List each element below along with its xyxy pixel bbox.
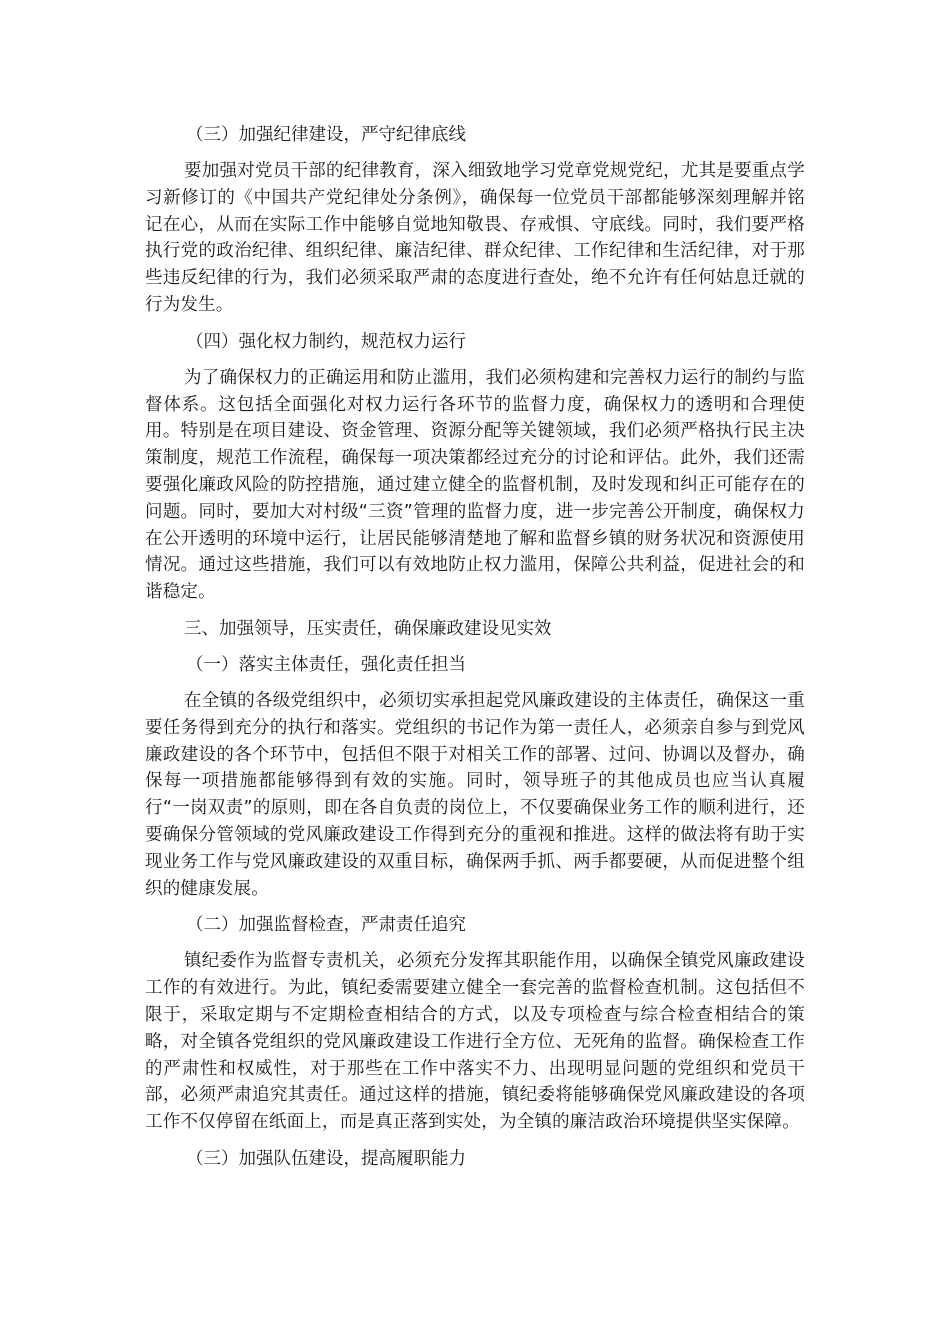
paragraph-discipline: 要加强对党员干部的纪律教育，深入细致地学习党章党规党纪，尤其是要重点学习新修订的《中国共产党纪律处分条例》，确保每一位党员干部都能够深刻理解并铭记在心，从而在实际工作中能够自觉地知敬畏、存戒惧、守底线。同时，我们要严格执行党的政治纪律、组织纪律、廉洁纪律、群众纪律、工作纪律和生活纪律，对于那些违反纪律的行为，我们必须采取严肃的态度进行查处，绝不允许有任何姑息迁就的行为发生。 — [145, 161, 805, 315]
paragraph-responsibility: 在全镇的各级党组织中，必须切实承担起党风廉政建设的主体责任，确保这一重要任务得到充分的执行和落实。党组织的书记作为第一责任人，必须亲自参与到党风廉政建设的各个环节中，包括但不限于对相关工作的部署、过问、协调以及督办，确保每一项措施都能够得到有效的实施。同时，领导班子的其他成员也应当认真履行“一岗双责”的原则，即在各自负责的岗位上，不仅要确保业务工作的顺利进行，还要确保分管领域的党风廉政建设工作得到充分的重视和推进。这样的做法将有助于实现业务工作与党风廉政建设的双重目标，确保两手抓、两手都要硬，从而促进整个组织的健康发展。 — [145, 690, 805, 899]
section-heading-responsibility: （一）落实主体责任，强化责任担当 — [186, 654, 466, 675]
section-heading-discipline: （三）加强纪律建设，严守纪律底线 — [186, 125, 466, 145]
chapter-heading-leadership: 三、加强领导，压实责任，确保廉政建设见实效 — [184, 618, 552, 639]
document-page — [145, 122, 805, 1182]
section-heading-team: （三）加强队伍建设，提高履职能力 — [186, 1148, 466, 1169]
section-heading-supervision: （二）加强监督检查，严肃责任追究 — [186, 915, 466, 936]
section-heading-power: （四）强化权力制约，规范权力运行 — [186, 331, 466, 352]
paragraph-power: 为了确保权力的正确运用和防止滥用，我们必须构建和完善权力运行的制约与监督体系。这包括全面强化对权力运行各环节的监督力度，确保权力的透明和合理使用。特别是在项目建设、资金管理、资源分配等关键领域，我们必须严格执行民主决策制度，规范工作流程，确保每一项决策都经过充分的讨论和评估。此外，我们还需要强化廉政风险的防控措施，通过建立健全的监督机制，及时发现和纠正可能存在的问题。同时，要加大对村级“三资”管理的监督力度，进一步完善公开制度，确保权力在公开透明的环境中运行，让居民能够清楚地了解和监督乡镇的财务状况和资源使用情况。通过这些措施，我们可以有效地防止权力滥用，保障公共利益，促进社会的和谐稳定。 — [145, 367, 805, 603]
paragraph-supervision: 镇纪委作为监督专责机关，必须充分发挥其职能作用，以确保全镇党风廉政建设工作的有效进行。为此，镇纪委需要建立健全一套完善的监督检查机制。这包括但不限于，采取定期与不定期检查相结合的方式，以及专项检查与综合检查相结合的策略，对全镇各党组织的党风廉政建设工作进行全方位、无死角的监督。确保检查工作的严肃性和权威性，对于那些在工作中落实不力、出现明显问题的党组织和党员干部，必须严肃追究其责任。通过这样的措施，镇纪委将能够确保党风廉政建设的各项工作不仅停留在纸面上，而是真正落到实处，为全镇的廉洁政治环境提供坚实保障。 — [145, 951, 805, 1133]
